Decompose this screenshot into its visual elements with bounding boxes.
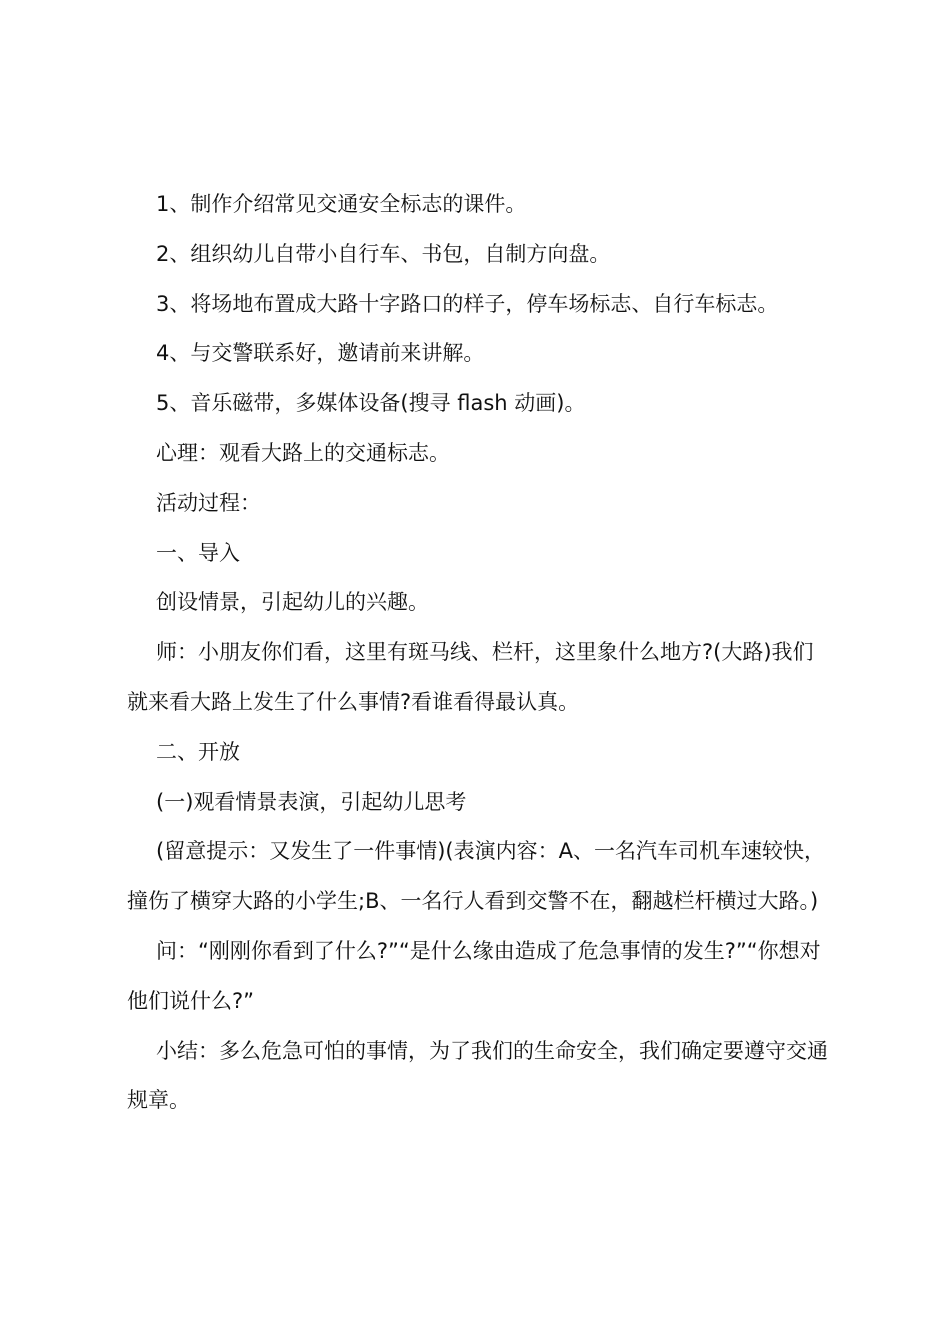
paragraph-prep-5: 5、音乐磁带，多媒体设备(搜寻 flash 动画)。 (156, 391, 586, 416)
subheading-watch-performance: (一)观看情景表演，引起幼儿思考 (156, 789, 467, 814)
paragraph-teacher-dialogue: 师：小朋友你们看，这里有斑马线、栏杆，这里象什么地方?(大路)我们就来看大路上发生了什么事情?看谁看得最认真。 (127, 640, 814, 714)
section-heading-open: 二、开放 (156, 739, 240, 764)
document-body (127, 180, 833, 1126)
section-heading-process: 活动过程： (156, 490, 261, 515)
paragraph-prep-2: 2、组织幼儿自带小自行车、书包，自制方向盘。 (156, 241, 611, 266)
paragraph-create-scene: 创设情景，引起幼儿的兴趣。 (156, 590, 429, 615)
paragraph-prep-4: 4、与交警联系好，邀请前来讲解。 (156, 341, 485, 366)
paragraph-performance-content: (留意提示：又发生了一件事情)(表演内容：A、一名汽车司机车速较快，撞伤了横穿大路的小学生;B、一名行人看到交警不在，翻越栏杆横过大路。) (127, 839, 825, 914)
paragraph-questions: 问：“刚刚你看到了什么?”“是什么缘由造成了危急事情的发生?”“你想对他们说什么?” (127, 938, 821, 1013)
paragraph-prep-3: 3、将场地布置成大路十字路口的样子，停车场标志、自行车标志。 (156, 291, 779, 316)
paragraph-psychology: 心理：观看大路上的交通标志。 (156, 440, 450, 465)
paragraph-summary: 小结：多么危急可怕的事情，为了我们的生命安全，我们确定要遵守交通规章。 (127, 1038, 828, 1113)
paragraph-prep-1: 1、制作介绍常见交通安全标志的课件。 (156, 192, 527, 216)
section-heading-intro: 一、导入 (156, 540, 240, 565)
